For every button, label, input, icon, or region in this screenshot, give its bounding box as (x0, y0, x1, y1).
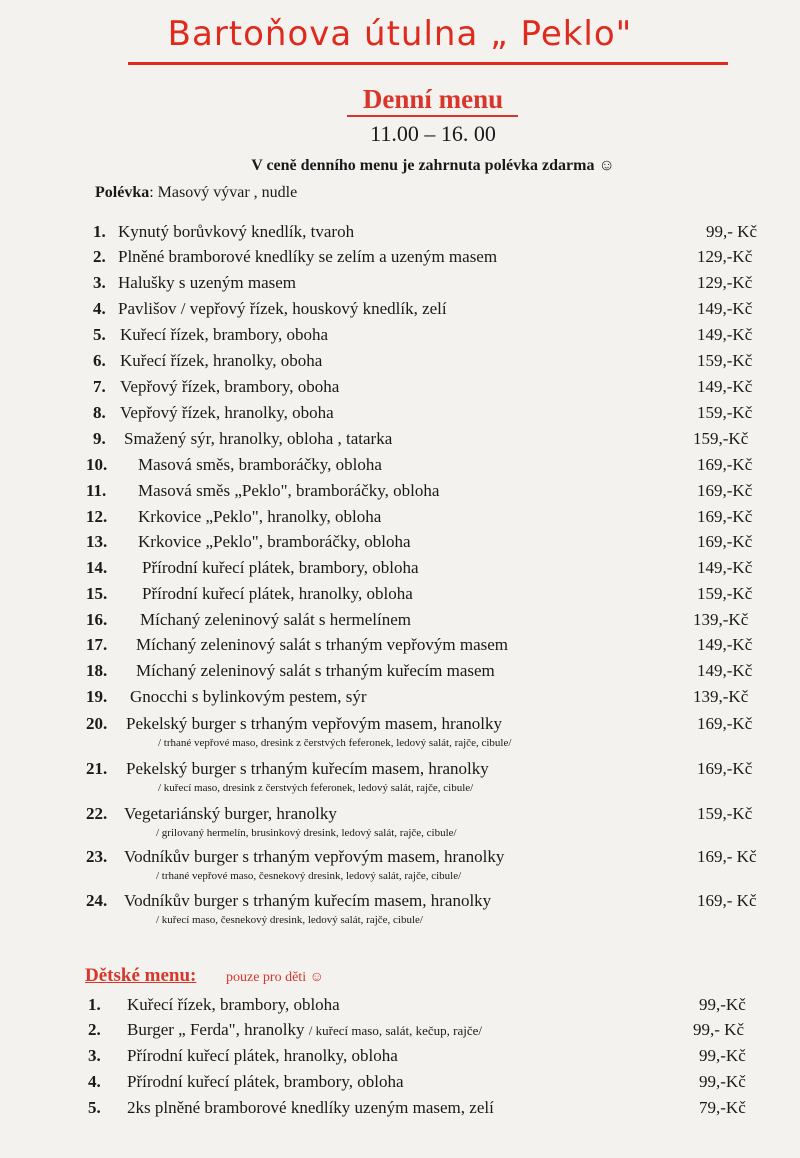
item-name: Krkovice „Peklo", hranolky, obloha (138, 507, 382, 526)
soup-included-note: V ceně denního menu je zahrnuta polévka zdarma ☺ (251, 157, 615, 174)
item-detail: / kuřecí maso, dresink z čerstvých feferonek, ledový salát, rajče, cibule/ (158, 782, 474, 794)
item-detail: / trhané vepřové maso, dresink z čerstvých feferonek, ledový salát, rajče, cibule/ (158, 737, 512, 749)
item-name: Pavlišov / vepřový řízek, houskový knedlík, zelí (118, 299, 447, 318)
item-price: 169,-Kč (697, 532, 753, 551)
item-name: Kuřecí řízek, hranolky, oboha (120, 351, 323, 370)
restaurant-title: Bartoňova útulna „ Peklo" (167, 14, 633, 54)
item-name: Pekelský burger s trhaným vepřovým masem, hranolky (126, 714, 502, 733)
item-name: Vegetariánský burger, hranolky (124, 804, 337, 823)
item-number: 14. (86, 558, 108, 577)
item-name: Vodníkův burger s trhaným kuřecím masem, hranolky (124, 891, 492, 910)
kids-item-detail: / kuřecí maso, salát, kečup, rajče/ (308, 1023, 483, 1038)
item-name: Gnocchi s bylinkovým pestem, sýr (130, 687, 367, 706)
item-price: 139,-Kč (693, 687, 749, 706)
item-price: 169,-Kč (697, 481, 753, 500)
item-number: 3. (93, 273, 106, 292)
item-price: 149,-Kč (697, 558, 753, 577)
soup-label: Polévka (95, 184, 150, 201)
kids-menu-note: pouze pro děti ☺ (226, 970, 324, 985)
item-price: 159,-Kč (697, 351, 753, 370)
item-name: Pekelský burger s trhaným kuřecím masem, hranolky (126, 759, 489, 778)
item-number: 20. (86, 714, 108, 733)
kids-item-name-text: 2ks plněné bramborové knedlíky uzeným masem, zelí (127, 1098, 494, 1117)
item-number: 24. (86, 891, 108, 910)
item-number: 2. (93, 247, 106, 266)
item-name: Masová směs „Peklo", bramboráčky, obloha (138, 481, 440, 500)
kids-item-name-text: Kuřecí řízek, brambory, obloha (127, 995, 340, 1014)
kids-item-name (127, 1046, 398, 1066)
kids-item-number: 1. (88, 995, 101, 1014)
kids-item-number: 2. (88, 1020, 101, 1039)
kids-item-number: 3. (88, 1046, 101, 1065)
item-name: Kuřecí řízek, brambory, oboha (120, 325, 329, 344)
item-price: 129,-Kč (697, 247, 753, 266)
item-name: Míchaný zeleninový salát s trhaným kuřecím masem (136, 661, 495, 680)
daily-menu-underline (347, 115, 518, 117)
item-name: Kynutý borůvkový knedlík, tvaroh (118, 222, 355, 241)
item-name: Míchaný zeleninový salát s trhaným vepřovým masem (136, 635, 509, 654)
item-price: 169,-Kč (697, 759, 753, 778)
item-price: 169,-Kč (697, 455, 753, 474)
soup-line (95, 184, 297, 202)
item-name: Plněné bramborové knedlíky se zelím a uzeným masem (118, 247, 498, 266)
item-name: Přírodní kuřecí plátek, brambory, obloha (142, 558, 419, 577)
item-detail: / grilovaný hermelín, brusinkový dresink, ledový salát, rajče, cibule/ (156, 827, 457, 839)
item-detail: / kuřecí maso, česnekový dresink, ledový salát, rajče, cibule/ (156, 914, 423, 926)
item-number: 16. (86, 610, 108, 629)
item-name: Míchaný zeleninový salát s hermelínem (140, 610, 411, 629)
kids-menu-heading: Dětské menu: (85, 965, 197, 986)
item-price: 159,-Kč (693, 429, 749, 448)
item-number: 17. (86, 635, 108, 654)
item-number: 15. (86, 584, 108, 603)
item-number: 9. (93, 429, 106, 448)
item-price: 169,-Kč (697, 714, 753, 733)
kids-item-price: 99,-Kč (699, 1046, 746, 1065)
kids-item-price: 99,-Kč (699, 995, 746, 1014)
item-number: 23. (86, 847, 108, 866)
item-number: 7. (93, 377, 106, 396)
item-price: 139,-Kč (693, 610, 749, 629)
item-number: 19. (86, 687, 108, 706)
item-price: 169,-Kč (697, 507, 753, 526)
soup-value: : Masový vývar , nudle (149, 184, 298, 201)
item-price: 149,-Kč (697, 377, 753, 396)
item-price: 159,-Kč (697, 403, 753, 422)
kids-item-number: 4. (88, 1072, 101, 1091)
item-name: Masová směs, bramboráčky, obloha (138, 455, 382, 474)
item-name: Vepřový řízek, hranolky, oboha (120, 403, 334, 422)
item-number: 11. (86, 481, 107, 500)
item-price: 159,-Kč (697, 804, 753, 823)
kids-item-name-text: Burger „ Ferda", hranolky (127, 1020, 309, 1039)
item-name: Halušky s uzeným masem (118, 273, 296, 292)
item-number: 1. (93, 222, 106, 241)
item-number: 5. (93, 325, 106, 344)
item-number: 4. (93, 299, 106, 318)
item-number: 13. (86, 532, 108, 551)
kids-item-name (127, 1072, 404, 1092)
daily-menu-heading: Denní menu (362, 84, 504, 114)
item-price: 169,- Kč (697, 847, 757, 866)
kids-item-name (127, 1098, 494, 1118)
kids-item-price: 79,-Kč (699, 1098, 746, 1117)
kids-item-name-text: Přírodní kuřecí plátek, hranolky, obloha (127, 1046, 398, 1065)
kids-item-name-text: Přírodní kuřecí plátek, brambory, obloha (127, 1072, 404, 1091)
title-underline (128, 62, 728, 65)
kids-item-number: 5. (88, 1098, 101, 1117)
item-number: 21. (86, 759, 108, 778)
item-price: 149,-Kč (697, 325, 753, 344)
kids-item-price: 99,- Kč (693, 1020, 744, 1039)
item-price: 149,-Kč (697, 661, 753, 680)
item-name: Krkovice „Peklo", bramboráčky, obloha (138, 532, 411, 551)
item-number: 12. (86, 507, 108, 526)
serving-hours: 11.00 – 16. 00 (370, 121, 496, 146)
item-name: Vepřový řízek, brambory, oboha (120, 377, 340, 396)
item-number: 10. (86, 455, 108, 474)
kids-item-name (127, 1020, 482, 1040)
item-number: 8. (93, 403, 106, 422)
item-price: 149,-Kč (697, 635, 753, 654)
item-number: 6. (93, 351, 106, 370)
item-price: 129,-Kč (697, 273, 753, 292)
item-name: Vodníkův burger s trhaným vepřovým masem, hranolky (124, 847, 505, 866)
item-name: Smažený sýr, hranolky, obloha , tatarka (124, 429, 393, 448)
item-name: Přírodní kuřecí plátek, hranolky, obloha (142, 584, 413, 603)
item-price: 99,- Kč (706, 222, 757, 241)
kids-item-price: 99,-Kč (699, 1072, 746, 1091)
item-price: 169,- Kč (697, 891, 757, 910)
item-price: 149,-Kč (697, 299, 753, 318)
item-detail: / trhané vepřové maso, česnekový dresink, ledový salát, rajče, cibule/ (156, 870, 462, 882)
item-number: 18. (86, 661, 108, 680)
item-price: 159,-Kč (697, 584, 753, 603)
kids-item-name (127, 995, 340, 1015)
item-number: 22. (86, 804, 108, 823)
